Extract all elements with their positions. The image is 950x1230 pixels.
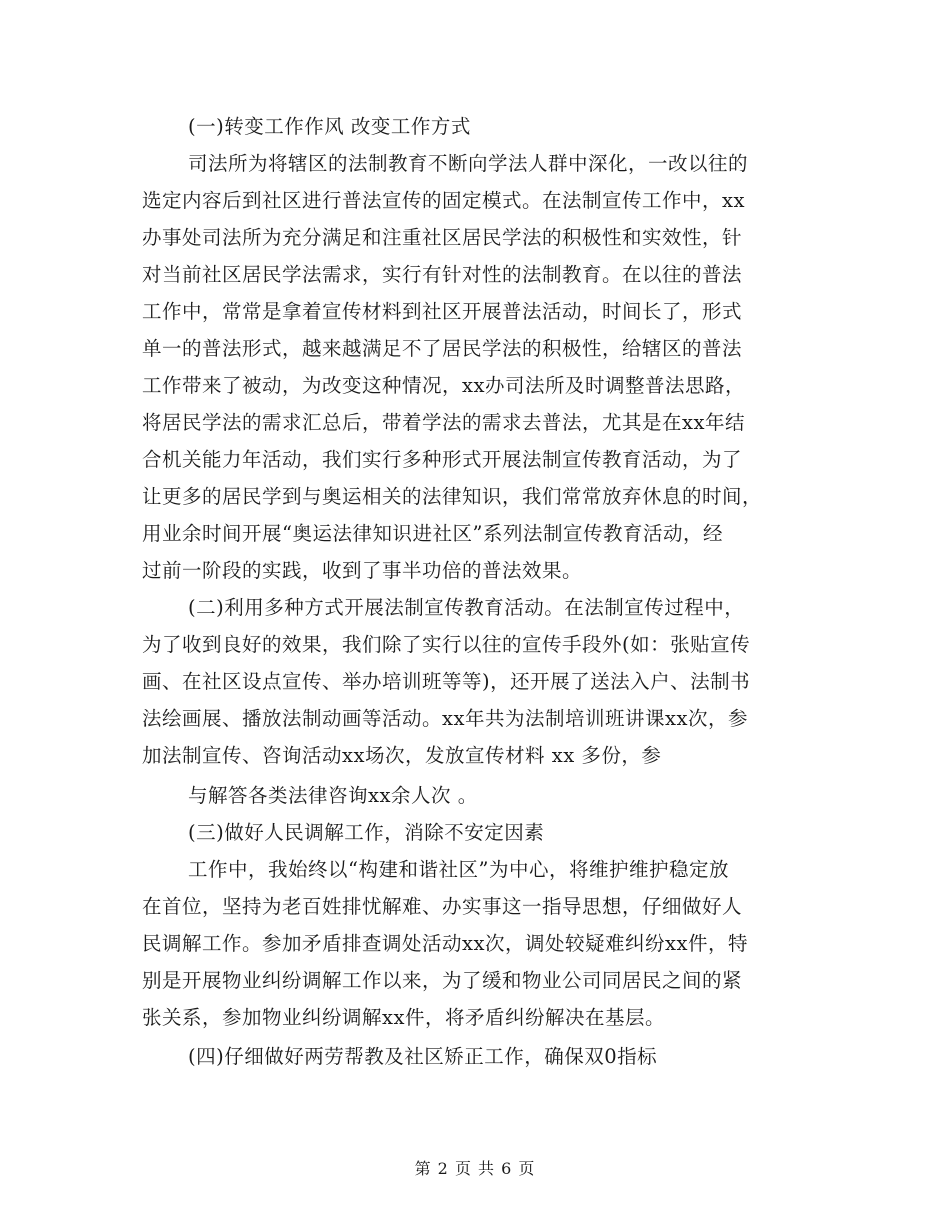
paragraph-line: 民调解工作。参加矛盾排查调处活动xx次，调处较疑难纠纷xx件，特 [142, 932, 748, 955]
paragraph-line: 法绘画展、播放法制动画等活动。xx年共为法制培训班讲课xx次，参 [142, 707, 748, 730]
page-footer: 第 2 页 共 6 页 [414, 1159, 536, 1178]
paragraph-line: 合机关能力年活动，我们实行多种形式开展法制宣传教育活动，为了 [142, 448, 743, 471]
paragraph-line: 为了收到良好的效果，我们除了实行以往的宣传手段外(如：张贴宣传 [142, 633, 751, 656]
paragraph-line: 张关系，参加物业纠纷调解xx件，将矛盾纠纷解决在基层。 [142, 1006, 665, 1029]
paragraph-line: 对当前社区居民学法需求，实行有针对性的法制教育。在以往的普法 [142, 263, 743, 286]
heading-section-2: (二)利用多种方式开展法制宣传教育活动。在法制宣传过程中， [188, 596, 745, 619]
paragraph-line: 在首位，坚持为老百姓排忧解难、办实事这一指导思想，仔细做好人 [142, 895, 743, 918]
heading-section-4: (四)仔细做好两劳帮教及社区矫正工作，确保双0指标 [188, 1045, 658, 1068]
paragraph-line: 画、在社区设点宣传、举办培训班等等)，还开展了送法入户、法制书 [142, 670, 751, 693]
paragraph-line: 单一的普法形式，越来越满足不了居民学法的积极性，给辖区的普法 [142, 337, 743, 360]
paragraph-line: 让更多的居民学到与奥运相关的法律知识，我们常常放弃休息的时间， [142, 485, 763, 508]
paragraph-line: 工作中，我始终以“构建和谐社区”为中心，将维护维护稳定放 [188, 858, 729, 881]
paragraph-line: 选定内容后到社区进行普法宣传的固定模式。在法制宣传工作中，xx [142, 189, 745, 212]
paragraph-line: 工作中，常常是拿着宣传材料到社区开展普法活动，时间长了，形式 [142, 300, 743, 323]
paragraph-line: 将居民学法的需求汇总后，带着学法的需求去普法，尤其是在xx年结 [142, 411, 745, 434]
heading-section-3: (三)做好人民调解工作，消除不安定因素 [188, 821, 545, 844]
paragraph-line: 别是开展物业纠纷调解工作以来，为了缓和物业公司同居民之间的紧 [142, 969, 743, 992]
paragraph-line: 过前一阶段的实践，收到了事半功倍的普法效果。 [142, 559, 583, 582]
paragraph-line: 司法所为将辖区的法制教育不断向学法人群中深化，一改以往的 [188, 152, 749, 175]
paragraph-line: 加法制宣传、咨询活动xx场次，发放宣传材料 xx 多份，参 [142, 744, 662, 767]
paragraph-line: 用业余时间开展“奥运法律知识进社区”系列法制宣传教育活动，经 [142, 522, 723, 545]
paragraph-line: 办事处司法所为充分满足和注重社区居民学法的积极性和实效性，针 [142, 226, 743, 249]
paragraph-line: 与解答各类法律咨询xx余人次 。 [188, 784, 478, 807]
heading-section-1: (一)转变工作作风 改变工作方式 [188, 115, 471, 138]
paragraph-line: 工作带来了被动，为改变这种情况，xx办司法所及时调整普法思路， [142, 374, 745, 397]
